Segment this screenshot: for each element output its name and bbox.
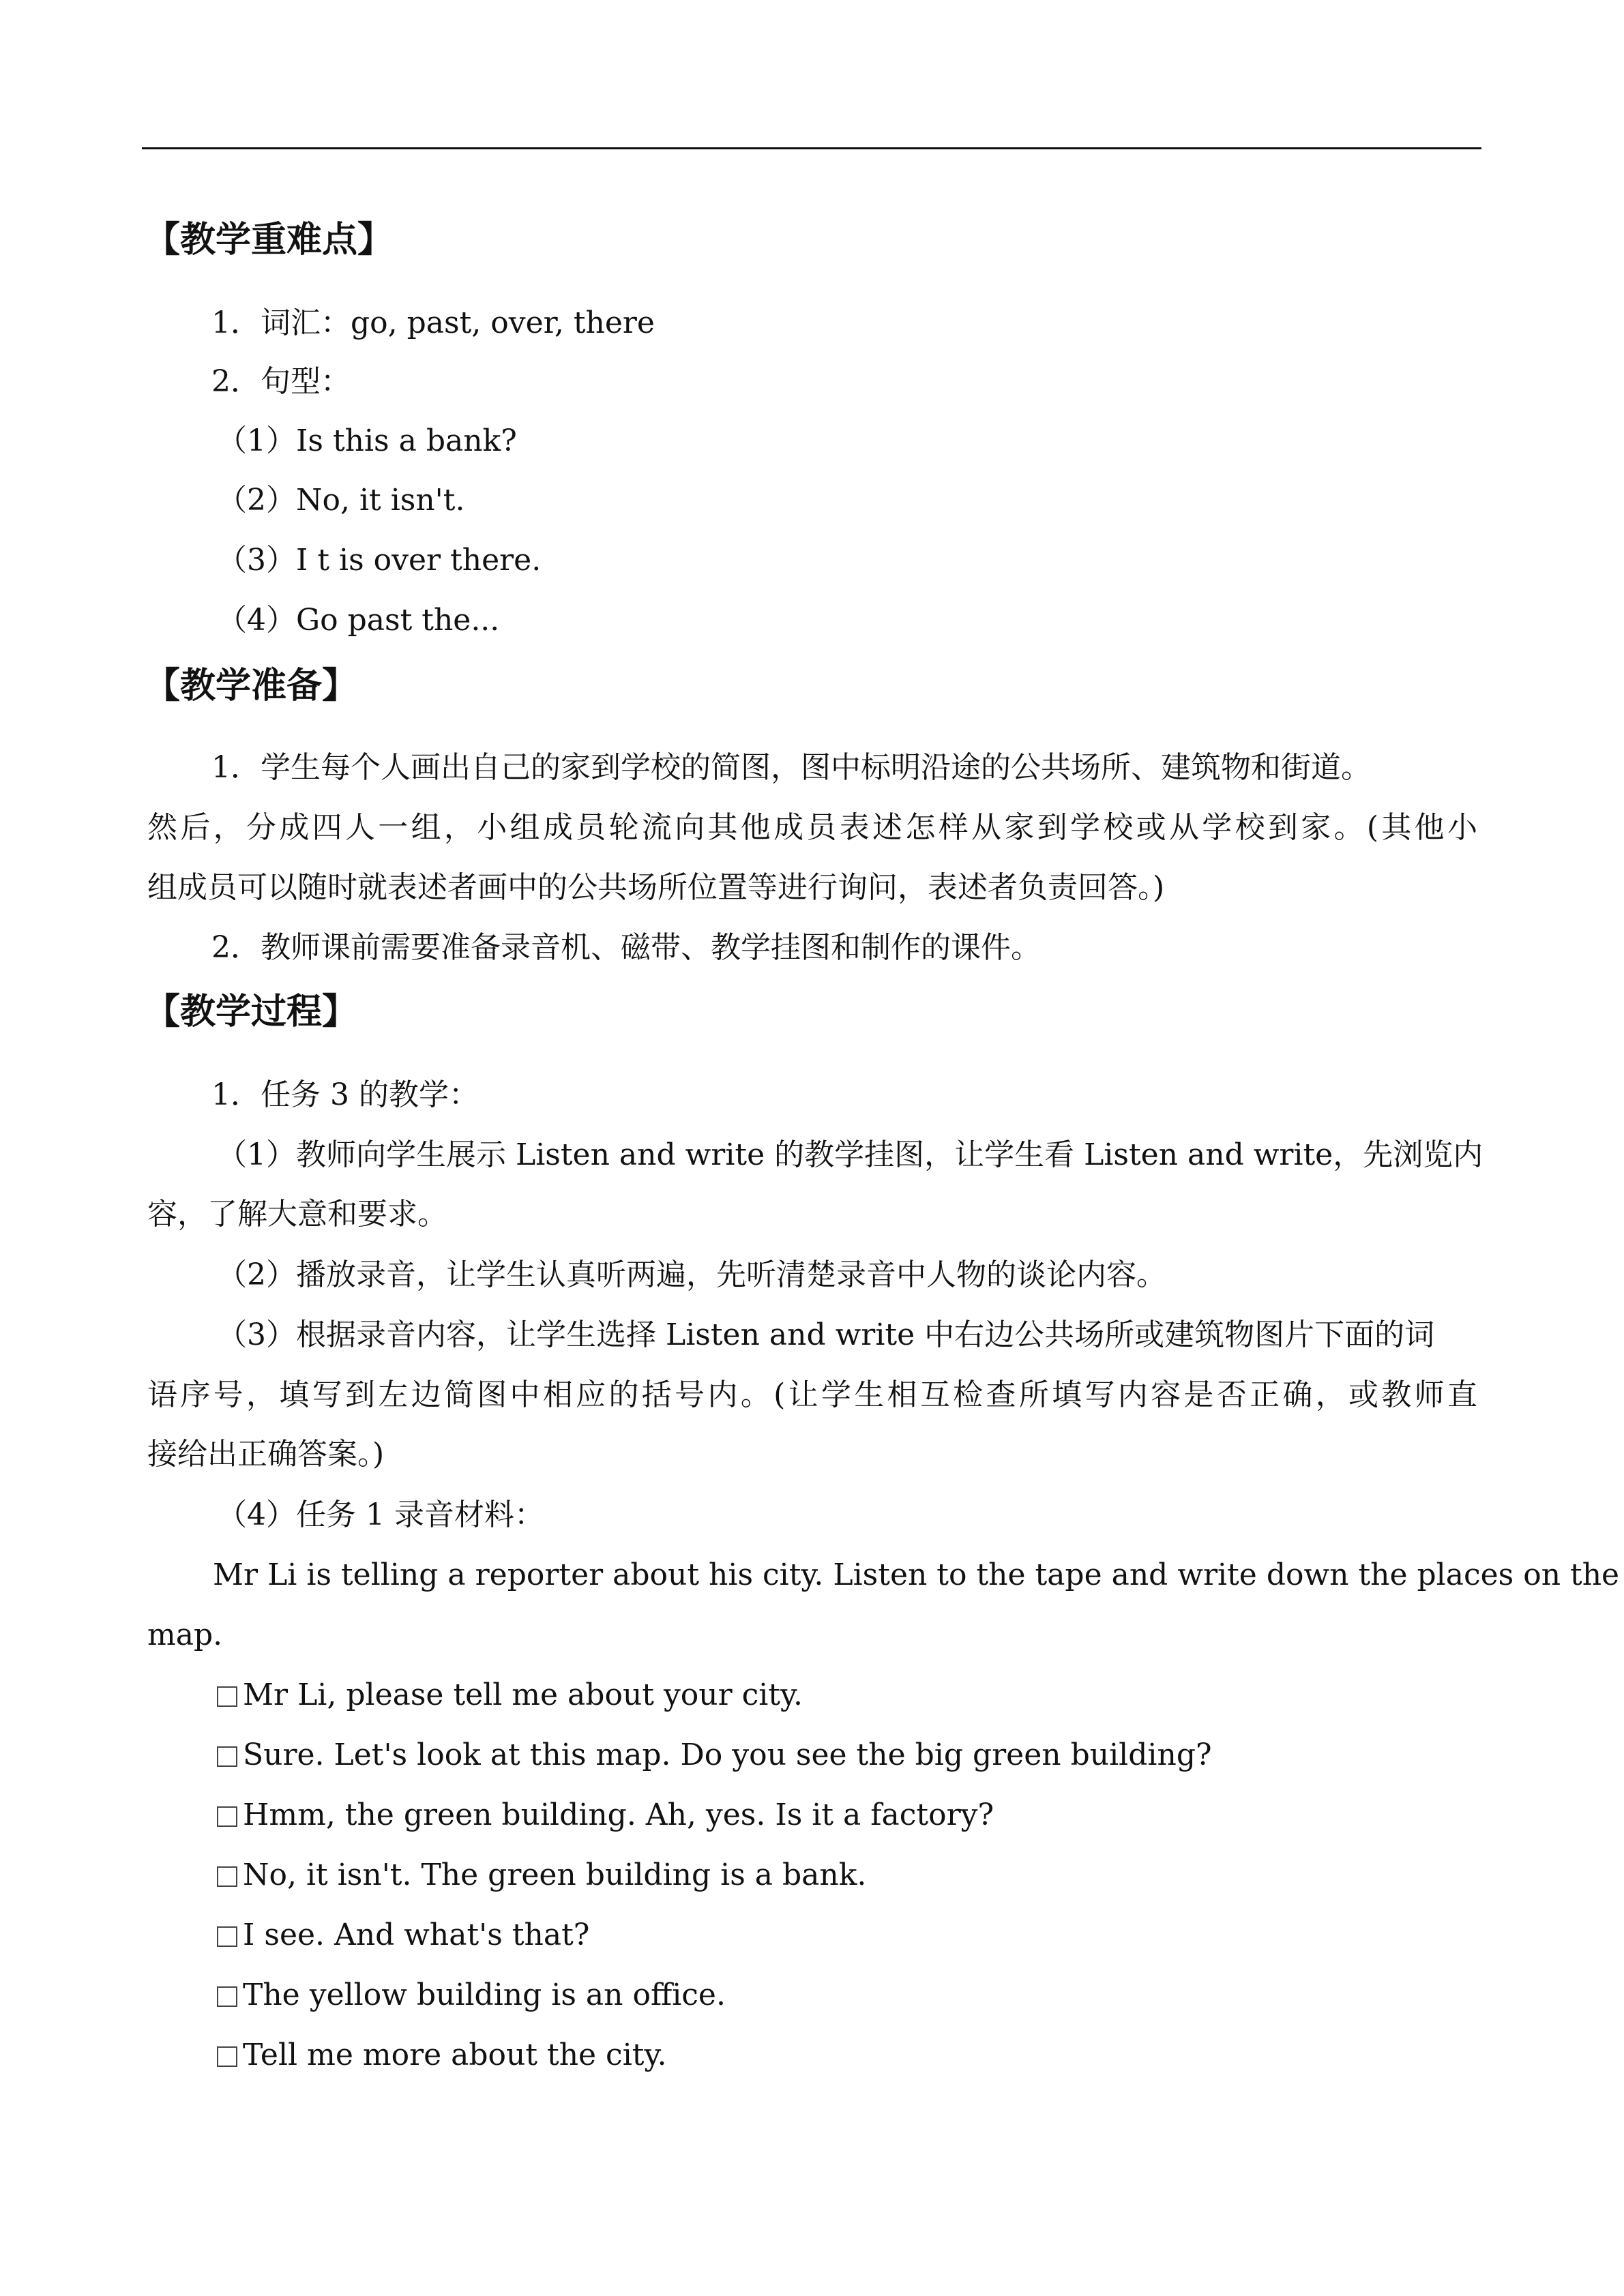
key-point-sentence-2: （2）No, it isn't. xyxy=(217,483,465,518)
checkbox-icon xyxy=(217,1926,237,1947)
prep-para1-line2: 然后，分成四人一组，小组成员轮流向其他成员表述怎样从家到学校或从学校到家。(其他小 xyxy=(147,810,1477,845)
dialogue-line xyxy=(217,2035,666,2076)
checkbox-icon xyxy=(217,2046,237,2067)
dialogue-text: Sure. Let's look at this map. Do you see the big green building? xyxy=(243,1738,1212,1772)
dialogue-line xyxy=(217,1915,589,1956)
key-point-sentence-3: （3）I t is over there. xyxy=(217,543,542,578)
heading-key-points: 【教学重难点】 xyxy=(145,219,394,260)
dialogue-text: Hmm, the green building. Ah, yes. Is it a factory? xyxy=(243,1798,994,1832)
heading-process: 【教学过程】 xyxy=(145,991,358,1032)
prep-para1-line3: 组成员可以随时就表述者画中的公共场所位置等进行询问，表述者负责回答。) xyxy=(147,870,1165,905)
step3-line2: 语序号，填写到左边简图中相应的括号内。(让学生相互检查所填写内容是否正确，或教师直 xyxy=(147,1377,1477,1412)
heading-preparation: 【教学准备】 xyxy=(145,665,358,706)
dialogue-line xyxy=(217,1735,1212,1776)
step3-line1: （3）根据录音内容，让学生选择 Listen and write 中右边公共场所或建筑物图片下面的词 xyxy=(217,1317,1435,1352)
step1-line2: 容，了解大意和要求。 xyxy=(147,1197,447,1232)
checkbox-icon xyxy=(217,1686,237,1707)
dialogue-text: Tell me more about the city. xyxy=(243,2038,667,2072)
key-point-sentence-4: （4）Go past the... xyxy=(217,603,500,638)
dialogue-line xyxy=(217,1975,726,2016)
dialogue-text: Mr Li, please tell me about your city. xyxy=(243,1678,803,1712)
checkbox-icon xyxy=(217,1806,237,1827)
intro-line2: map. xyxy=(147,1617,223,1652)
dialogue-text: I see. And what's that? xyxy=(243,1918,590,1952)
dialogue-line xyxy=(217,1855,866,1896)
key-point-vocab: 1．词汇：go, past, over, there xyxy=(211,305,655,340)
step3-line3: 接给出正确答案。) xyxy=(147,1437,385,1472)
checkbox-icon xyxy=(217,1746,237,1767)
dialogue-text: The yellow building is an office. xyxy=(243,1978,726,2012)
step1-line1: （1）教师向学生展示 Listen and write 的教学挂图，让学生看 Listen and write，先浏览内 xyxy=(217,1137,1483,1172)
dialogue-text: No, it isn't. The green building is a bank. xyxy=(243,1858,867,1892)
key-point-sentence-1: （1）Is this a bank? xyxy=(217,423,517,458)
checkbox-icon xyxy=(217,1986,237,2007)
step4: （4）任务 1 录音材料： xyxy=(217,1497,544,1532)
intro-line1: Mr Li is telling a reporter about his city. Listen to the tape and write down the places on the xyxy=(213,1557,1620,1592)
dialogue-line xyxy=(217,1675,803,1716)
header-rule xyxy=(142,147,1481,149)
task3-title: 1．任务 3 的教学： xyxy=(211,1077,479,1112)
prep-para2: 2．教师课前需要准备录音机、磁带、教学挂图和制作的课件。 xyxy=(211,930,1041,965)
checkbox-icon xyxy=(217,1866,237,1887)
dialogue-line xyxy=(217,1795,994,1836)
step2: （2）播放录音，让学生认真听两遍，先听清楚录音中人物的谈论内容。 xyxy=(217,1257,1166,1292)
key-point-sentence-label: 2．句型： xyxy=(211,364,351,399)
prep-para1-line1: 1．学生每个人画出自己的家到学校的简图，图中标明沿途的公共场所、建筑物和街道。 xyxy=(211,750,1371,785)
